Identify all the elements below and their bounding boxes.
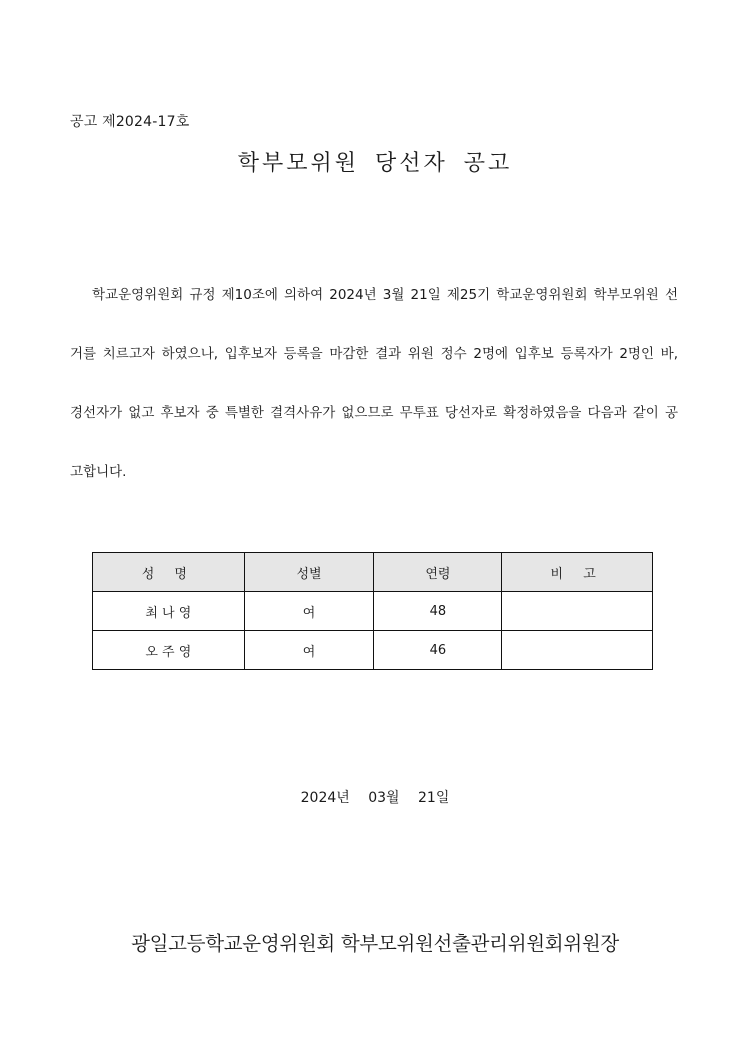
table-header-row [93,553,653,592]
document-title: 학부모위원 당선자 공고 [237,151,513,176]
cell-age: 48 [374,592,502,631]
cell-gender: 여 [244,631,374,670]
cell-gender: 여 [244,592,374,631]
cell-note [502,631,653,670]
notice-date: 2024년 03월 21일 [300,790,450,806]
header-note: 비 고 [502,553,653,592]
signer: 광일고등학교운영위원회 학부모위원선출관리위원회위원장 [131,932,619,955]
cell-name: 오 주 영 [93,631,245,670]
header-gender: 성별 [244,553,374,592]
header-age: 연령 [374,553,502,592]
cell-note [502,592,653,631]
table-row [93,592,653,631]
table-row [93,631,653,670]
cell-name: 최 나 영 [93,592,245,631]
notice-number: 공고 제2024-17호 [70,114,190,130]
cell-age: 46 [374,631,502,670]
header-name: 성 명 [93,553,245,592]
results-table [92,552,653,670]
body-paragraph: 학교운영위원회 규정 제10조에 의하여 2024년 3월 21일 제25기 학교운영위원회 학부모위원 선거를 치르고자 하였으나, 입후보자 등록을 마감한 결과 위원 정수 2명에 입후보 등록자가 2명인 바, 경선자가 없고 후보자 중 특별한 결격사유가 없으므로 무투표 당선자로 확정하였음을 다음과 같이 공고합니다. [70,287,678,480]
